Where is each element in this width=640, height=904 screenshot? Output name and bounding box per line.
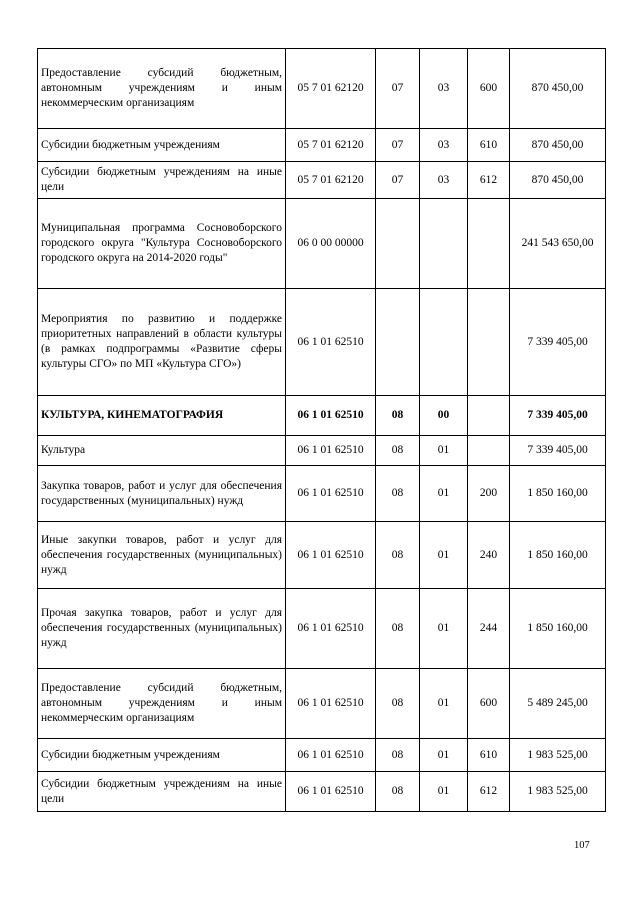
table-row xyxy=(38,289,606,396)
row-csr-cell: 06 1 01 62510 xyxy=(286,772,376,812)
table-row xyxy=(38,739,606,772)
row-expense-type-cell: 240 xyxy=(468,522,510,589)
row-csr-cell: 06 1 01 62510 xyxy=(286,466,376,522)
row-csr-cell: 06 1 01 62510 xyxy=(286,739,376,772)
row-csr-cell: 06 1 01 62510 xyxy=(286,522,376,589)
row-section-cell xyxy=(376,199,420,289)
budget-table-body xyxy=(38,49,606,812)
row-amount-cell: 1 850 160,00 xyxy=(510,466,606,522)
row-subsection-cell: 01 xyxy=(420,669,468,739)
row-name-cell: Субсидии бюджетным учреждениям на иные цели xyxy=(38,162,286,199)
row-amount-cell: 5 489 245,00 xyxy=(510,669,606,739)
row-expense-type-cell xyxy=(468,436,510,466)
row-subsection-cell: 01 xyxy=(420,772,468,812)
row-amount-cell: 870 450,00 xyxy=(510,129,606,162)
row-csr-cell: 05 7 01 62120 xyxy=(286,49,376,129)
row-expense-type-cell: 200 xyxy=(468,466,510,522)
row-expense-type-cell: 612 xyxy=(468,162,510,199)
row-csr-cell: 06 1 01 62510 xyxy=(286,289,376,396)
row-subsection-cell: 00 xyxy=(420,396,468,436)
row-section-cell: 07 xyxy=(376,162,420,199)
row-amount-cell: 7 339 405,00 xyxy=(510,289,606,396)
row-name-cell: Предоставление субсидий бюджетным, автономным учреждениям и иным некоммерческим организациям xyxy=(38,49,286,129)
table-row xyxy=(38,466,606,522)
row-section-cell: 07 xyxy=(376,129,420,162)
table-row xyxy=(38,162,606,199)
table-row xyxy=(38,129,606,162)
row-name-cell: Закупка товаров, работ и услуг для обеспечения государственных (муниципальных) нужд xyxy=(38,466,286,522)
table-row xyxy=(38,436,606,466)
table-row xyxy=(38,589,606,669)
row-amount-cell: 1 850 160,00 xyxy=(510,522,606,589)
row-expense-type-cell xyxy=(468,396,510,436)
row-section-cell: 08 xyxy=(376,396,420,436)
row-subsection-cell: 03 xyxy=(420,49,468,129)
row-expense-type-cell: 612 xyxy=(468,772,510,812)
document-page xyxy=(37,48,605,812)
row-name-cell: Субсидии бюджетным учреждениям xyxy=(38,739,286,772)
row-csr-cell: 06 1 01 62510 xyxy=(286,396,376,436)
row-name-cell: Мероприятия по развитию и поддержке приоритетных направлений в области культуры (в рамках подпрограммы «Развитие сферы культуры СГО» по МП «Культура СГО») xyxy=(38,289,286,396)
row-section-cell: 08 xyxy=(376,522,420,589)
row-name-cell: Муниципальная программа Сосновоборского городского округа "Культура Сосновоборского городского округа на 2014-2020 годы" xyxy=(38,199,286,289)
row-amount-cell: 870 450,00 xyxy=(510,49,606,129)
page-number: 107 xyxy=(574,840,590,851)
budget-table xyxy=(37,48,606,812)
row-expense-type-cell: 610 xyxy=(468,129,510,162)
row-amount-cell: 7 339 405,00 xyxy=(510,436,606,466)
row-subsection-cell xyxy=(420,289,468,396)
row-expense-type-cell: 600 xyxy=(468,669,510,739)
row-amount-cell: 1 850 160,00 xyxy=(510,589,606,669)
row-section-cell: 08 xyxy=(376,669,420,739)
row-subsection-cell: 01 xyxy=(420,589,468,669)
row-section-cell xyxy=(376,289,420,396)
row-expense-type-cell xyxy=(468,199,510,289)
row-name-cell: Прочая закупка товаров, работ и услуг для обеспечения государственных (муниципальных) нужд xyxy=(38,589,286,669)
row-amount-cell: 1 983 525,00 xyxy=(510,739,606,772)
row-name-cell: Субсидии бюджетным учреждениям xyxy=(38,129,286,162)
row-amount-cell: 870 450,00 xyxy=(510,162,606,199)
table-row xyxy=(38,396,606,436)
row-csr-cell: 06 1 01 62510 xyxy=(286,669,376,739)
row-subsection-cell: 01 xyxy=(420,466,468,522)
row-subsection-cell: 03 xyxy=(420,162,468,199)
row-section-cell: 08 xyxy=(376,436,420,466)
table-row xyxy=(38,49,606,129)
row-subsection-cell: 01 xyxy=(420,739,468,772)
table-row xyxy=(38,669,606,739)
table-row xyxy=(38,772,606,812)
row-section-cell: 08 xyxy=(376,739,420,772)
row-subsection-cell: 03 xyxy=(420,129,468,162)
row-section-cell: 08 xyxy=(376,466,420,522)
row-amount-cell: 241 543 650,00 xyxy=(510,199,606,289)
table-row xyxy=(38,199,606,289)
row-section-cell: 08 xyxy=(376,589,420,669)
row-subsection-cell: 01 xyxy=(420,436,468,466)
row-expense-type-cell: 600 xyxy=(468,49,510,129)
row-name-cell: Предоставление субсидий бюджетным, автономным учреждениям и иным некоммерческим организациям xyxy=(38,669,286,739)
row-expense-type-cell: 244 xyxy=(468,589,510,669)
row-name-cell: Культура xyxy=(38,436,286,466)
row-csr-cell: 05 7 01 62120 xyxy=(286,129,376,162)
row-subsection-cell: 01 xyxy=(420,522,468,589)
row-csr-cell: 06 0 00 00000 xyxy=(286,199,376,289)
row-amount-cell: 1 983 525,00 xyxy=(510,772,606,812)
row-name-cell: КУЛЬТУРА, КИНЕМАТОГРАФИЯ xyxy=(38,396,286,436)
row-expense-type-cell: 610 xyxy=(468,739,510,772)
row-csr-cell: 06 1 01 62510 xyxy=(286,589,376,669)
row-name-cell: Иные закупки товаров, работ и услуг для обеспечения государственных (муниципальных) нужд xyxy=(38,522,286,589)
row-section-cell: 07 xyxy=(376,49,420,129)
row-name-cell: Субсидии бюджетным учреждениям на иные цели xyxy=(38,772,286,812)
row-expense-type-cell xyxy=(468,289,510,396)
row-csr-cell: 06 1 01 62510 xyxy=(286,436,376,466)
row-csr-cell: 05 7 01 62120 xyxy=(286,162,376,199)
row-section-cell: 08 xyxy=(376,772,420,812)
row-amount-cell: 7 339 405,00 xyxy=(510,396,606,436)
table-row xyxy=(38,522,606,589)
row-subsection-cell xyxy=(420,199,468,289)
